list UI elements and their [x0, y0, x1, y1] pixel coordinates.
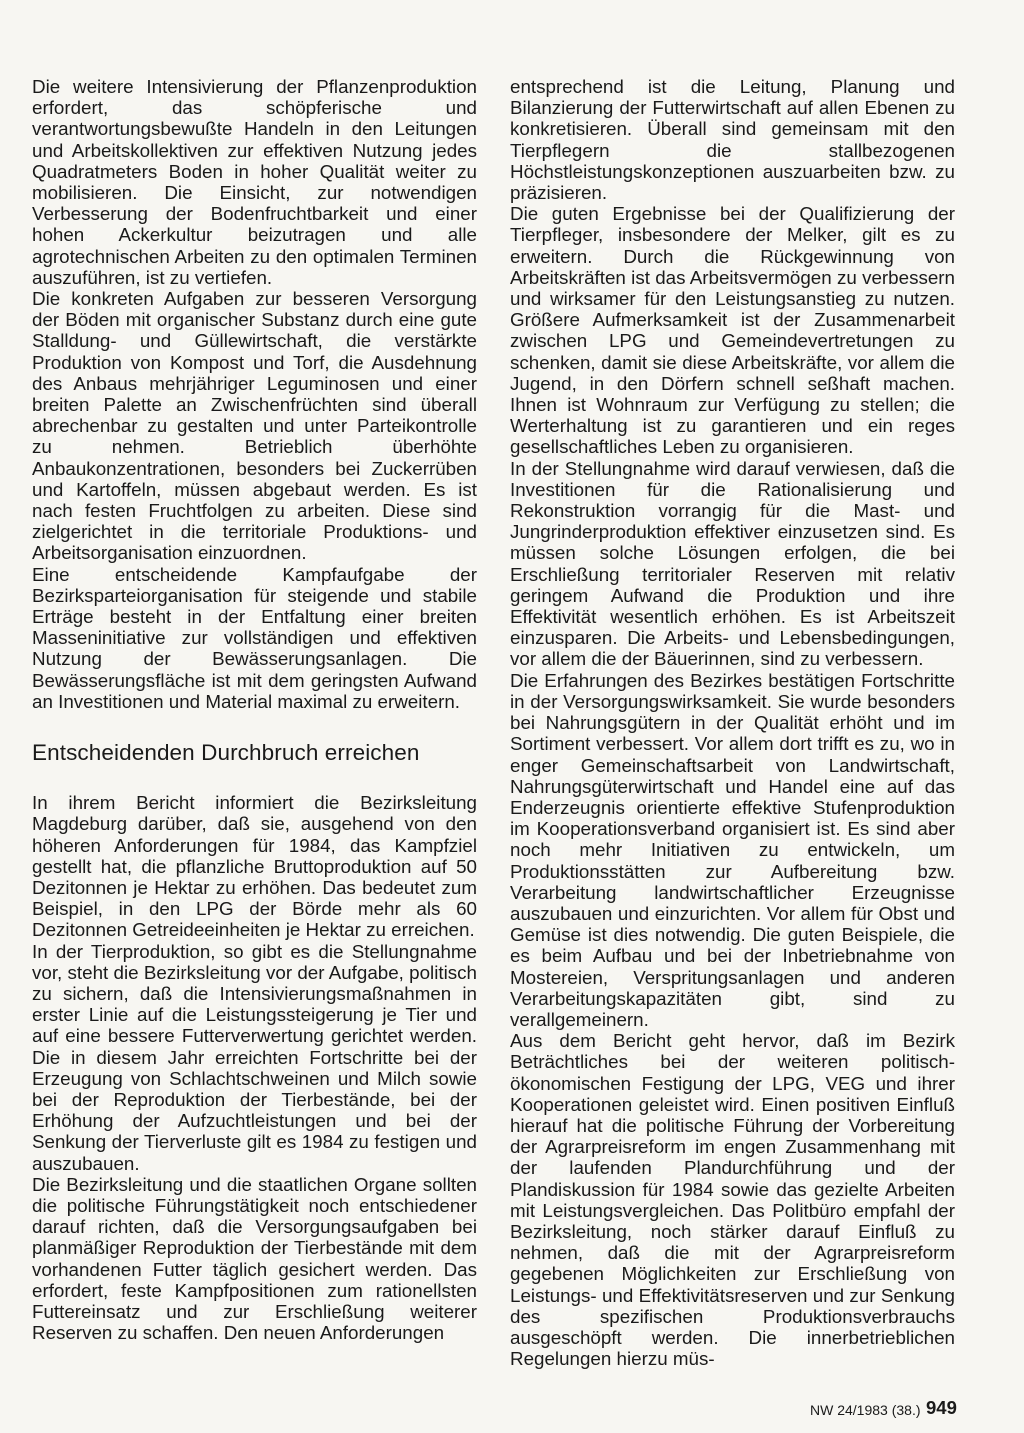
- paragraph: Eine entscheidende Kampfaufgabe der Bezirksparteiorganisation für steigende und stabile Erträge besteht in der Entfaltung einer breiten Masseninitiative zur vollständigen und effektiven Nutzung der Bewässerungsanlagen. Die Bewässerungsfläche ist mit dem geringsten Aufwand an Investitionen und Material maximal zu erweitern.: [32, 563, 477, 712]
- paragraph: In der Stellungnahme wird darauf verwiesen, daß die Investitionen für die Rationalisierung und Rekonstruktion vorrangig für die Mast- und Jungrinderproduktion effektiver einzusetzen sind. Es müssen solche Lösungen erfolgen, die bei Erschließung territorialer Reserven mit relativ geringem Aufwand die Produktion und ihre Effektivität wesentlich erhöhen. Es ist Arbeitszeit einzusparen. Die Arbeits- und Lebensbedingungen, vor allem die der Bäuerinnen, sind zu verbessern.: [510, 457, 955, 670]
- paragraph: Die Erfahrungen des Bezirkes bestätigen Fortschritte in der Versorgungswirksamkeit. Sie wurde besonders bei Nahrungsgütern in der Qualität erhöht und im Sortiment verbessert. Vor allem dort trifft es zu, wo in enger Gemeinschaftsarbeit von Landwirtschaft, Nahrungsgüterwirtschaft und Handel eine auf das Enderzeugnis orientierte effektive Stufenproduktion im Kooperationsverband organisiert ist. Es sind aber noch mehr Initiativen zu entwickeln, um Produktionsstätten zur Aufbereitung bzw. Verarbeitung landwirtschaftlicher Erzeugnisse auszubauen und einzurichten. Vor allem für Obst und Gemüse ist dies notwendig. Die guten Beispiele, die es beim Aufbau und bei der Inbetriebnahme von Mostereien, Verspritungsanlagen und anderen Verarbeitungskapazitäten gibt, sind zu verallgemeinern.: [510, 669, 955, 1030]
- paragraph: Die guten Ergebnisse bei der Qualifizierung der Tierpfleger, insbesondere der Melker, gilt es zu erweitern. Durch die Rückgewinnung von Arbeitskräften ist das Arbeitsvermögen zu verbessern und wirksamer für den Leistungsanstieg zu nutzen. Größere Aufmerksamkeit ist der Zusammenarbeit zwischen LPG und Gemeindevertretungen zu schenken, damit sie diese Arbeitskräfte, vor allem die Jugend, in den Dörfern schnell seßhaft machen. Ihnen ist Wohnraum zur Verfügung zu stellen; die Werterhaltung ist zu garantieren und ein reges gesellschaftliches Leben zu organisieren.: [510, 203, 955, 458]
- paragraph: Die weitere Intensivierung der Pflanzenproduktion erfordert, das schöpferische und verantwortungsbewußte Handeln in den Leitungen und Arbeitskollektiven zur effektiven Nutzung jedes Quadratmeters Boden in hoher Qualität weiter zu mobilisieren. Die Einsicht, zur notwendigen Verbesserung der Bodenfruchtbarkeit und einer hohen Ackerkultur beizutragen und alle agrotechnischen Arbeiten zu den optimalen Terminen auszuführen, ist zu vertiefen.: [32, 76, 477, 288]
- paragraph: Aus dem Bericht geht hervor, daß im Bezirk Beträchtliches bei der weiteren politisch-ökonomischen Festigung der LPG, VEG und ihrer Kooperationen geleistet wird. Einen positiven Einfluß hierauf hat die politische Führung der Vorbereitung der Agrarpreisreform im engen Zusammenhang mit der laufenden Plandurchführung und der Plandiskussion für 1984 sowie das gezielte Arbeiten mit Leistungsvergleichen. Das Politbüro empfahl der Bezirksleitung, noch stärker darauf Einfluß zu nehmen, daß die mit der Agrarpreisreform gegebenen Möglichkeiten zur Erschließung von Leistungs- und Effektivitätsreserven und zur Senkung des spezifischen Produktionsverbrauchs ausgeschöpft werden. Die innerbetrieblichen Regelungen hierzu müs-: [510, 1030, 955, 1370]
- section-heading: Entscheidenden Durchbruch erreichen: [32, 740, 420, 766]
- paragraph: Die konkreten Aufgaben zur besseren Versorgung der Böden mit organischer Substanz durch eine gute Stalldung- und Güllewirtschaft, die verstärkte Produktion von Kompost und Torf, die Ausdehnung des Anbaus mehrjähriger Leguminosen und einer breiten Palette an Zwischenfrüchten sind überall abrechenbar zu gestalten und unter Parteikontrolle zu nehmen. Betrieblich überhöhte Anbaukonzentrationen, besonders bei Zuckerrüben und Kartoffeln, müssen abgebaut werden. Es ist nach festen Fruchtfolgen zu arbeiten. Diese sind zielgerichtet in die territoriale Produktions- und Arbeitsorganisation einzuordnen.: [32, 288, 477, 564]
- paragraph: In der Tierproduktion, so gibt es die Stellungnahme vor, steht die Bezirksleitung vor der Aufgabe, politisch zu sichern, daß die Intensivierungsmaßnahmen in erster Linie auf die Leistungssteigerung je Tier und auf eine bessere Futterverwertung gerichtet werden. Die in diesem Jahr erreichten Fortschritte bei der Erzeugung von Schlachtschweinen und Milch sowie bei der Reproduktion der Tierbestände, bei der Erhöhung der Aufzuchtleistungen und bei der Senkung der Tierverluste gilt es 1984 zu festigen und auszubauen.: [32, 940, 477, 1174]
- paragraph: entsprechend ist die Leitung, Planung und Bilanzierung der Futterwirtschaft auf allen Ebenen zu konkretisieren. Überall sind gemeinsam mit den Tierpflegern die stallbezogenen Höchstleistungskonzeptionen auszuarbeiten bzw. zu präzisieren.: [510, 76, 955, 204]
- page-number: 949: [926, 1397, 957, 1418]
- issue-label: NW 24/1983 (38.): [810, 1402, 921, 1418]
- paragraph: In ihrem Bericht informiert die Bezirksleitung Magdeburg darüber, daß sie, ausgehend von den höheren Anforderungen für 1984, das Kampfziel gestellt hat, die pflanzliche Bruttoproduktion auf 50 Dezitonnen je Hektar zu erhöhen. Das bedeutet zum Beispiel, in den LPG der Börde mehr als 60 Dezitonnen Getreideeinheiten je Hektar zu erreichen.: [32, 792, 477, 941]
- right-column: [510, 76, 955, 1369]
- left-column: [32, 76, 477, 1343]
- paragraph: Die Bezirksleitung und die staatlichen Organe sollten die politische Führungstätigkeit noch entschiedener darauf richten, daß die Versorgungsaufgaben bei planmäßiger Reproduktion der Tierbestände mit dem vorhandenen Futter täglich gesichert werden. Das erfordert, feste Kampfpositionen zum rationellsten Futtereinsatz und zur Erschließung weiterer Reserven zu schaffen. Den neuen Anforderungen: [32, 1173, 477, 1344]
